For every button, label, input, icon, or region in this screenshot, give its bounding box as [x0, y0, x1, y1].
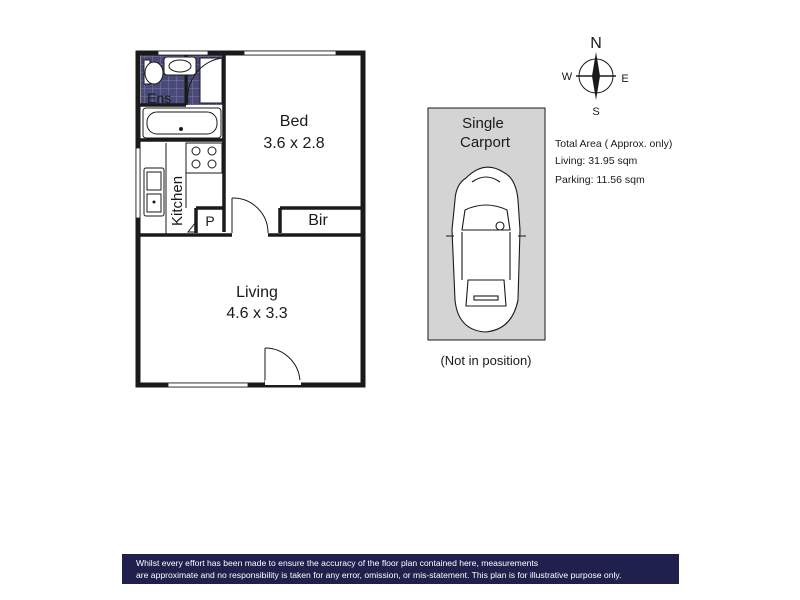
carport-label-2: Carport: [459, 134, 511, 151]
compass-e: E: [621, 73, 629, 85]
basin-icon: [164, 57, 196, 75]
entry-door: [265, 348, 301, 385]
compass-icon: [576, 52, 616, 100]
area-title: Total Area ( Approx. only): [555, 138, 673, 150]
compass-n: N: [590, 35, 602, 52]
car-icon: [446, 167, 526, 332]
living-label: Living: [236, 284, 278, 301]
disclaimer-line-1: Whilst every effort has been made to ensure the accuracy of the floor plan contained here, measurements: [136, 558, 539, 568]
disclaimer-banner: [122, 554, 679, 584]
bir-label: Bir: [308, 212, 328, 229]
compass-s: S: [592, 106, 600, 118]
kitchen-label: Kitchen: [169, 175, 186, 226]
area-living: Living: 31.95 sqm: [555, 155, 638, 167]
disclaimer-line-2: are approximate and no responsibility is taken for any error, omission, or mis-statement. This plan is for illustrative purpose only.: [136, 570, 622, 580]
bath-icon: [143, 108, 221, 138]
living-size: 4.6 x 3.3: [226, 305, 288, 322]
bedroom-door: [232, 198, 268, 233]
bed-label: Bed: [279, 113, 309, 130]
pantry-label: P: [205, 213, 215, 229]
compass-w: W: [561, 71, 573, 83]
area-parking: Parking: 11.56 sqm: [555, 174, 645, 186]
carport-note: (Not in position): [440, 353, 532, 368]
sink-icon: [144, 168, 164, 216]
carport-label-1: Single: [462, 115, 504, 132]
ensuite-label: Ens: [147, 90, 172, 106]
bed-size: 3.6 x 2.8: [263, 135, 325, 152]
